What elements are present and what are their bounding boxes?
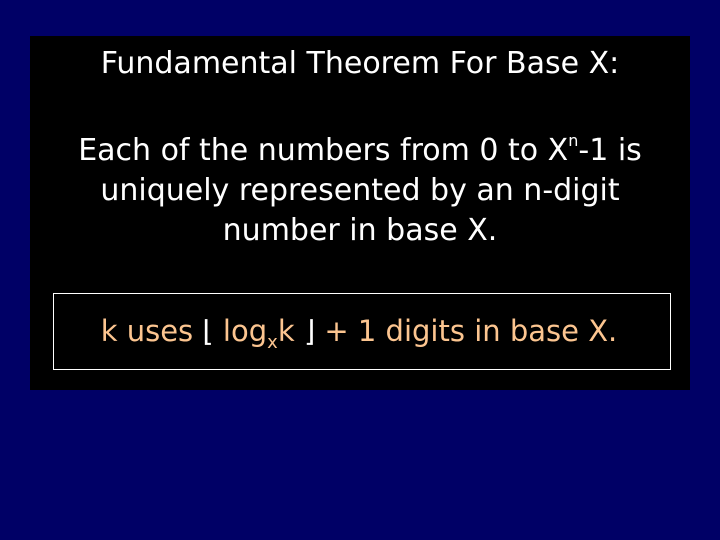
formula-argument: k bbox=[277, 314, 304, 348]
theorem-statement bbox=[0, 131, 720, 251]
statement-line-1-text: Each of the numbers from 0 to X bbox=[78, 133, 569, 168]
statement-line-2: uniquely represented by an n-digit bbox=[100, 173, 620, 208]
floor-open-symbol: ⌊ bbox=[202, 314, 214, 348]
formula-text bbox=[0, 309, 718, 353]
formula-suffix: + 1 digits in base X. bbox=[315, 314, 618, 348]
formula-log: log bbox=[213, 314, 268, 348]
statement-line-1 bbox=[0, 131, 720, 171]
log-base-subscript: x bbox=[267, 332, 278, 353]
statement-line-3: number in base X. bbox=[222, 213, 498, 248]
statement-line-1-tail: -1 is bbox=[578, 133, 642, 168]
slide-title: Fundamental Theorem For Base X: bbox=[100, 46, 620, 81]
formula-prefix: k uses bbox=[100, 314, 203, 348]
floor-close-symbol: ⌋ bbox=[303, 314, 316, 348]
exponent-n: n bbox=[568, 131, 579, 150]
